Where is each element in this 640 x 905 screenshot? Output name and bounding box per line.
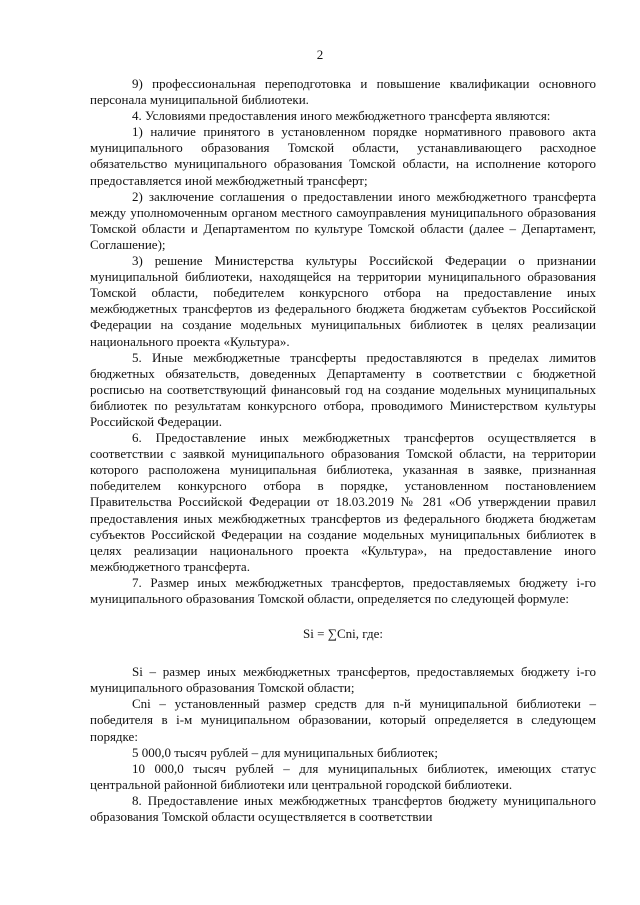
paragraph-section-6: 6. Предоставление иных межбюджетных трансфертов осуществляется в соответствии с заявкой муниципального образования Томской области, на территории которого расположена муниципальная библиотека, указанная в заявке, признанная победителем конкурсного отбора в порядке, установленном постановлением Правительства Российской Федерации от 18.03.2019 № 281 «Об утверждении правил предоставления иных межбюджетных трансфертов из федерального бюджета бюджетам субъектов Российской Федерации на создание модельных муниципальных библиотек в целях реализации национального проекта «Культура», на предоставление иного межбюджетного трансферта.: [90, 430, 596, 574]
paragraph-section-4: 4. Условиями предоставления иного межбюджетного трансферта являются:: [132, 108, 551, 124]
paragraph-condition-2: 2) заключение соглашения о предоставлении иного межбюджетного трансферта между уполномоченным органом местного самоуправления муниципального образования Томской области и Департаментом по культуре Томской области (далее – Департамент, Соглашение);: [90, 188, 596, 252]
paragraph-amount-10000: 10 000,0 тысяч рублей – для муниципальных библиотек, имеющих статус центральной районной библиотеки или центральной городской библиотеки.: [90, 760, 596, 792]
paragraph-amount-5000: 5 000,0 тысяч рублей – для муниципальных библиотек;: [132, 744, 438, 760]
paragraph-section-5: 5. Иные межбюджетные трансферты предоставляются в пределах лимитов бюджетных обязательств, доведенных Департаменту в соответствии с бюджетной росписью на соответствующий финансовый год на создание модельных муниципальных библиотек по результатам конкурсного отбора, проводимого Министерством культуры Российской Федерации.: [90, 349, 596, 429]
paragraph-cni-definition: Cni – установленный размер средств для n-й муниципальной библиотеки – победителя в i-м муниципальном образовании, который определяется в следующем порядке:: [90, 696, 596, 744]
paragraph-condition-3: 3) решение Министерства культуры Российской Федерации о признании муниципальной библиотеки, находящейся на территории муниципального образования Томской области, победителем конкурсного отбора на предоставление иных межбюджетных трансфертов из федерального бюджета бюджетам субъектов Российской Федерации на создание модельных муниципальных библиотек в целях реализации национального проекта «Культура».: [90, 253, 596, 349]
document-body: [90, 76, 596, 825]
paragraph-section-7: 7. Размер иных межбюджетных трансфертов, предоставляемых бюджету i-го муниципального образования Томской области, определяется по следующей формуле:: [90, 574, 596, 606]
paragraph-condition-1: 1) наличие принятого в установленном порядке нормативного правового акта муниципального образования Томской области, устанавливающего расходное обязательство муниципального образования Томской области, на исполнение которого предоставляется иной межбюджетный трансферт;: [90, 124, 596, 188]
paragraph-section-8: 8. Предоставление иных межбюджетных трансфертов бюджету муниципального образования Томской области осуществляется в соответствии: [90, 792, 596, 825]
paragraph-item-9: 9) профессиональная переподготовка и повышение квалификации основного персонала муниципальной библиотеки.: [90, 76, 596, 108]
paragraph-si-definition: Si – размер иных межбюджетных трансфертов, предоставляемых бюджету i-го муниципального образования Томской области;: [90, 664, 596, 696]
formula: Si = ∑Cni, где:: [303, 626, 383, 642]
page-number: 2: [316, 47, 324, 62]
